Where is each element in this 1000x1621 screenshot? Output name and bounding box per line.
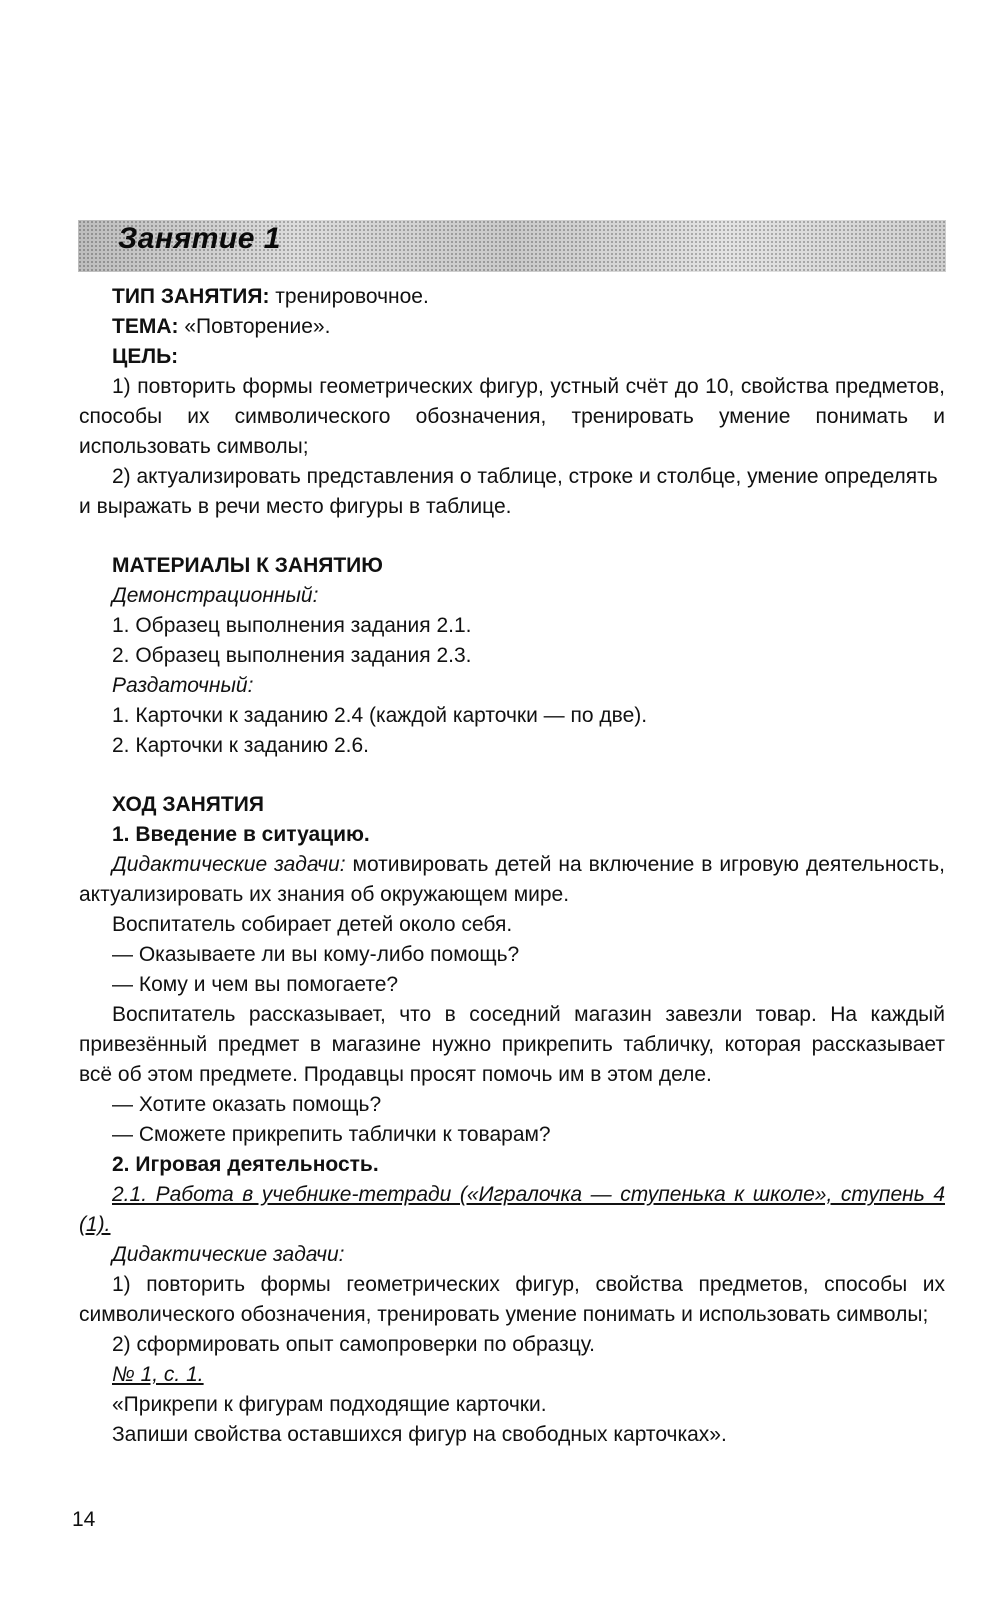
materials-handout-item-2: 2. Карточки к заданию 2.6. [112,734,369,757]
materials-demo-label: Демонстрационный: [112,584,319,607]
section-2-task-1: 1) повторить формы геометрических фигур, свойства предметов, способы их символического обозначения, тренировать умение понимать и использовать символы; [79,1273,945,1326]
section-1-tasks-label: Дидактические задачи: [112,853,346,876]
section-2-quote-1: «Прикрепи к фигурам подходящие карточки. [112,1393,547,1416]
section-2-task-2: 2) сформировать опыт самопроверки по образцу. [112,1333,595,1356]
section-1-tasks-text: мотивировать детей на включение в игровую деятельность, актуализировать их знания об окружающем мире. [79,853,945,906]
lesson-theme-line [79,312,945,342]
lesson-theme-value: «Повторение». [178,315,331,338]
lesson-title-banner [78,220,946,272]
section-1-paragraph-2: Воспитатель рассказывает, что в соседний магазин завезли товар. На каждый привезённый предмет в магазине нужно прикрепить табличку, которая рассказывает всё об этом предмете. Продавцы просят помочь им в этом деле. [79,1003,945,1086]
materials-handout-label: Раздаточный: [112,674,254,697]
section-2-quote-2: Запиши свойства оставшихся фигур на свободных карточках». [112,1423,727,1446]
section-1-question-2: — Кому и чем вы помогаете? [112,973,399,996]
section-2-tasks-label: Дидактические задачи: [112,1243,345,1266]
materials-handout-item-1: 1. Карточки к заданию 2.4 (каждой карточки — по две). [112,704,648,727]
section-2-exercise-ref: № 1, с. 1. [112,1363,204,1386]
lesson-type-line [79,282,945,312]
section-1-question-3: — Хотите оказать помощь? [112,1093,382,1116]
section-1-paragraph-1: Воспитатель собирает детей около себя. [112,913,513,936]
section-2-subsection: 2.1. Работа в учебнике-тетради («Игралочка — ступенька к школе», ступень 4 (1). [79,1183,945,1236]
page-content [79,282,945,1450]
lesson-goal-1: 1) повторить формы геометрических фигур, устный счёт до 10, свойства предметов, способы их символического обозначения, тренировать умение понимать и использовать символы; [79,375,945,458]
lesson-title: Занятие 1 [118,222,281,255]
lesson-goal-label: ЦЕЛЬ: [112,345,179,368]
lesson-type-value: тренировочное. [269,285,429,308]
materials-demo-item-2: 2. Образец выполнения задания 2.3. [112,644,472,667]
materials-heading: МАТЕРИАЛЫ К ЗАНЯТИЮ [112,554,383,577]
section-1-title: 1. Введение в ситуацию. [112,823,370,846]
page-number: 14 [72,1508,96,1531]
materials-demo-item-1: 1. Образец выполнения задания 2.1. [112,614,472,637]
lesson-theme-label: ТЕМА: [112,315,179,338]
lesson-goal-2: 2) актуализировать представления о таблице, строке и столбце, умение определять и выражать в речи место фигуры в таблице. [79,465,938,518]
section-1-tasks [79,850,945,910]
section-1-question-4: — Сможете прикрепить таблички к товарам? [112,1123,551,1146]
lesson-type-label: ТИП ЗАНЯТИЯ: [112,285,270,308]
section-2-title: 2. Игровая деятельность. [112,1153,379,1176]
section-1-question-1: — Оказываете ли вы кому-либо помощь? [112,943,520,966]
lesson-flow-heading: ХОД ЗАНЯТИЯ [112,793,264,816]
